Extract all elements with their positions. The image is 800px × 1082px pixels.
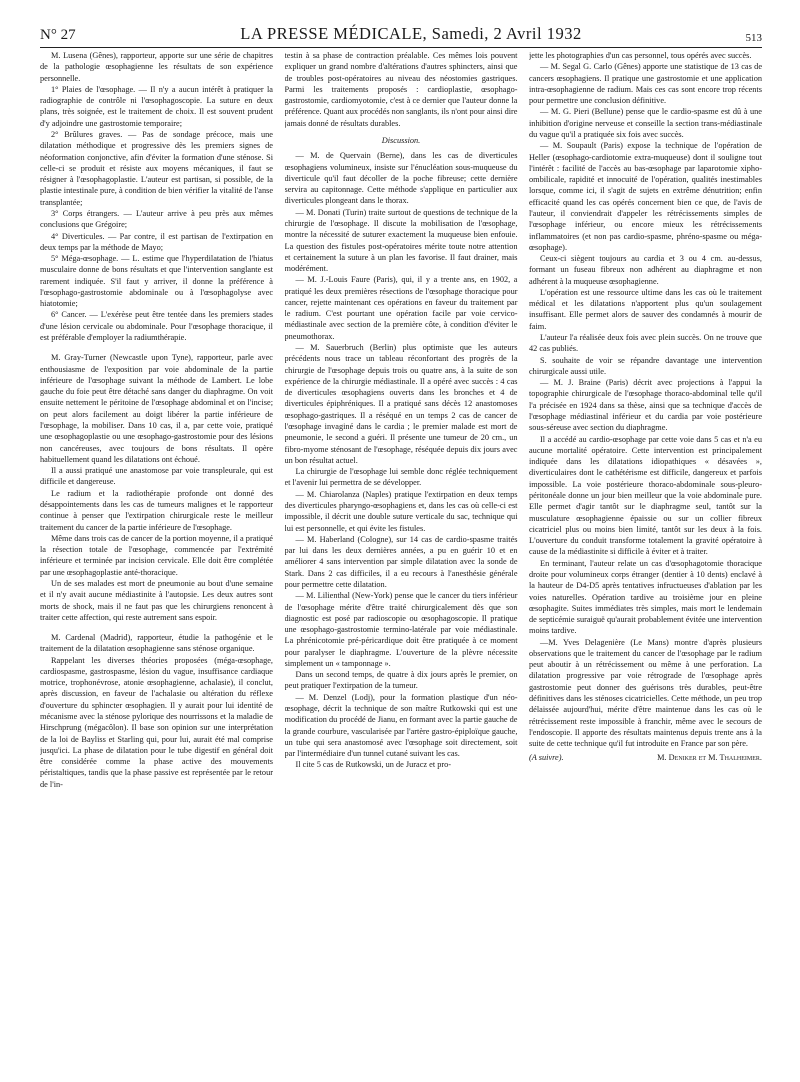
paragraph: Il cite 5 cas de Rutkowski, un de Juracz et pro- <box>295 760 452 770</box>
paragraph: M. Cardenal (Madrid), rapporteur, étudie la pathogénie et le traitement de la dilatation œsophagienne sans sténose organique. <box>40 633 273 654</box>
paragraph: 4° Diverticules. — Par contre, il est partisan de l'extirpation en deux temps par la méthode de Mayo; <box>40 231 273 252</box>
article-columns <box>40 50 762 1075</box>
paragraph: — M. J. Braine (Paris) décrit avec projections à l'appui la topographie chirurgicale de l'œsophage thoraco-abdominal telle qu'il l'a précisée en 1924 dans sa thèse, ainsi que sa technique d'accès de l'œsophage médiastinal inférieur et du cardia par voie postérieure sous-séreuse avec section du diaphragme. <box>529 378 762 433</box>
paragraph: — M. J.-Louis Faure (Paris), qui, il y a trente ans, en 1902, a pratiqué les deux premières résections de l'œsophage thoracique pour cancer, rejette maintenant ces opérations en faveur du traitement par le radium. C'est pourtant une opération facile par voie cervico-médiastinale avec section de la première côte, à condition d'éviter le pneumothorax. <box>284 275 518 341</box>
paragraph: L'opération est une ressource ultime dans les cas où le traitement médical et les dilatations n'apportent plus qu'un soulagement insuffisant. Elle permet alors de sauver des condamnés à mourir de faim. <box>529 287 762 331</box>
paragraph: — M. Lilienthal (New-York) pense que le cancer du tiers inférieur de l'œsophage mérite d'être traité chirurgicalement dès que son diagnostic est posé par radioscopie ou œsophagoscopie. Il pratique une œsophago-gastrostomie termino-latérale par voie médiastinale. La phrénicotomie pré-péricardique doit être pratiquée à ce moment pour paralyser le diaphragme. L'ouverture de la plèvre nécessite simplement un « tamponnage ». <box>284 591 518 668</box>
paragraph: 6° Cancer. — L'exérèse peut être tentée dans les premiers stades d'une lésion cervicale ou abdominale. Pour l'œsophage thoracique, il est préférable d'employer la radiumthérapie. <box>40 310 273 343</box>
paragraph: —M. Yves Delagenière (Le Mans) montre d'après plusieurs observations que le traitement du cancer de l'œsophage par le radium peut aboutir à un rétrécissement ou même à une perforation. La dilatation progressive par voie rétrograde de l'œsophage après gastrostomie peut donner des guérisons très durables, peut-être définitives dans les sténoses cicatricielles. Cette méthode, un peu trop délaissée aujourd'hui, mérite d'être maintenue dans les cas où le rétrécissement reste impossible à franchir, même avec le secours de l'endoscopie. Il apporte des résultats maintenus depuis trente ans à la suite de cette technique qu'il fut introduite en France par son père. <box>529 637 762 749</box>
paragraph: testin à sa phase de contraction préalable. Ces mêmes lois pouvent expliquer un grand nombre d'altérations d'autres sphincters, ainsi que de troubles post-opératoires au niveau des néostomies gastriques. Parmi les traitements proposés : cardioplastie, œsophago-gastrostomie, cardiomyotomie, c'est à ce dernier que l'auteur donne la préférence. Quant aux procédés non sanglants, ils n'ont pour ainsi dire jamais donné de résultats durables. <box>284 51 518 128</box>
paragraph: Il a aussi pratiqué une anastomose par voie transpleurale, qui est difficile et dangereuse. <box>40 466 273 487</box>
paragraph: — M. Chiarolanza (Naples) pratique l'extirpation en deux temps des diverticules pharyngo-œsophagiens et, dans les cas où celle-ci est impossible, il décrit une double suture verticale du sac, technique qui lui est personnelle, et qui évite les fistules. <box>284 489 518 533</box>
journal-title: LA PRESSE MÉDICALE, Samedi, 2 Avril 1932 <box>240 24 582 43</box>
authors-signature: M. Deniker et M. Thalheimer. <box>657 753 762 763</box>
column-middle <box>285 50 518 1075</box>
paragraph: — M. Donati (Turin) traite surtout de questions de technique de la chirurgie de l'œsophage. Il discute la mobilisation de l'œsophage, montre la nécessité de suturer exactement la muqueuse bien enfouie. La question des fistules post-opératoires mérite toute notre attention et certainement la suture à un plan les favorise. Il faut drainer, mais modérément. <box>284 207 518 274</box>
page-header <box>40 18 762 48</box>
paragraph: 2° Brûlures graves. — Pas de sondage précoce, mais une dilatation méthodique et progressive dès les premiers signes de néoformation conjonctive, afin d'éviter la formation d'une sténose. Si celle-ci se produit et résiste aux moyens mécaniques, il faut se résigner à l'œsophagoplastie. L'auteur est partisan, si possible, de la plastie intestinale pure, à condition de bien vérifier la vitalité de l'anse transplantée; <box>40 129 273 207</box>
to-be-continued: (A suivre). <box>529 753 564 763</box>
issue-number: N° 27 <box>40 27 76 43</box>
paragraph: Un de ses malades est mort de pneumonie au bout d'une semaine et il n'y avait aucune médiastinite à l'autopsie. Les deux autres sont morts de shock, mais il ne faut pas que les chirurgiens renoncent à traiter cette affection, qui reste autrement sans espoir. <box>40 578 273 622</box>
paragraph: — M. de Quervain (Berne), dans les cas de diverticules œsophagiens volumineux, insiste sur l'énucléation sous-muqueuse du diverticule qu'il faut décoller de la poche fibreuse; cette dernière servira au capitonnage. Cette méthode s'applique en particulier aux diverticules plongeant dans le thorax. <box>284 151 518 206</box>
paragraph: 1° Plaies de l'œsophage. — Il n'y a aucun intérêt à pratiquer la radiographie de contrôle ni l'œsophagoscopie. La suture en deux plans, très soignée, est le traitement de choix. Il est souvent prudent d'y adjoindre une gastrostomie temporaire; <box>40 84 273 128</box>
paragraph: Rappelant les diverses théories proposées (méga-œsophage, cardiospasme, gastrospasme, lésion du vague, insuffisance cardiaque motrice, trophonévrose, atonie œsophagienne, achalasie), il conclut, après discussion, en faveur de l'achalasie ou altération du réflexe d'ouverture du sphincter œsophagien. Il y aurait pour lui identité de mécanisme avec la sténose pylorique des nourrissons et la maladie de Hirschprung (mégacôlon). Il base son opinion sur une interprétation de la loi de Bayliss et Starling qui, pour lui, aurait été mal comprise jusqu'ici. La phase de dilatation pour le tube digestif en général doit être considérée comme la phase active des mouvements péristaltiques, tandis que la phase passive est représentée par le retour de l'in- <box>40 655 273 789</box>
paragraph: S. souhaite de voir se répandre davantage une intervention chirurgicale aussi utile. <box>529 355 762 376</box>
paragraph: Le radium et la radiothérapie profonde ont donné des désappointements dans les cas de tumeurs malignes et le rapporteur continue à penser que l'extirpation chirurgicale reste le meilleur traitement du cancer de la partie inférieure de l'œsophage. <box>40 488 273 532</box>
paragraph: — M. G. Pieri (Bellune) pense que le cardio-spasme est dû à une inhibition d'origine nerveuse et conseille la section trans-médiastinale du vague qu'il a pratiquée six fois avec succès. <box>529 107 762 139</box>
paragraph: 3° Corps étrangers. — L'auteur arrive à peu près aux mêmes conclusions que Grégoire; <box>40 208 273 230</box>
paragraph: — M. Segal G. Carlo (Gênes) apporte une statistique de 13 cas de cancers œsophagiens. Il pratique une gastrostomie et une application intra-œsophagienne de radium. Mais ces cas sont encore trop récents pour permettre une conclusion définitive. <box>529 62 762 106</box>
paragraph: — M. Haberland (Cologne), sur 14 cas de cardio-spasme traités par lui dans les deux dernières années, a pu en guérir 10 et en améliorer 4 sans intervention par simple dilatation avec la sonde de Stark. Dans 2 cas difficiles, il a eu recours à l'anesthésie générale pour permettre cette dilatation. <box>284 534 518 589</box>
paragraph: Dans un second temps, de quatre à dix jours après le premier, on peut pratiquer l'extirpation de la tumeur. <box>284 670 518 691</box>
paragraph: jette les photographies d'un cas personnel, tous opérés avec succès. <box>529 51 752 60</box>
section-heading: Discussion. <box>381 135 421 145</box>
paragraph: — M. Sauerbruch (Berlin) plus optimiste que les auteurs précédents nous trace un tableau réconfortant des progrès de la chirurgie de l'œsophage depuis trois ou quatre ans, à la suite de son expérience de la chirurgie médiastinale. Il a opéré avec succès : 4 cas de diverticules œsophagiens ouverts dans les bronches et 4 de diverticules épiphréniques. Il a pratiqué sans décès 12 anastomoses œsophago-gastriques. Il a réséqué en un temps 2 cas de cancer de l'œsophage invaginé dans le cardia ; le premier malade est mort de pneumonie, le second a guéri. Il présente une tumeur de 20 cm., un fibro-myome sténosant de l'œsophage, réséquée depuis dix jours avec un bon résultat actuel. <box>284 343 518 465</box>
paragraph: M. Gray-Turner (Newcastle upon Tyne), rapporteur, parle avec enthousiasme de l'exposition par voie abdominale de la partie inférieure de l'œsophage suivant la méthode de Lambert. Le lobe gauche du foie peut être détaché sans danger du diaphragme. On voit ensuite nettement le péritoine de l'œsophage abdominal et on l'incise; on peut alors facilement au doigt libérer la partie inférieure de l'œsophage, la mobiliser. Dans 10 cas, il a, par cette voie, pratiqué une œsophagoplastie ou une œsophago-gastrostomie pour des lésions non cancéreuses, avec toujours de bons résultats. Il opère habituellement quand les dilatations ont échoué. <box>40 353 273 464</box>
closing-line <box>529 752 762 763</box>
paragraph: M. Lusena (Gênes), rapporteur, apporte sur une série de chapitres de la pathologie œsophagienne les résultats de son expérience personnelle. <box>40 51 273 83</box>
paragraph: Il a accédé au cardio-œsophage par cette voie dans 5 cas et n'a eu aucune mortalité opératoire. Cette intervention est principalement indiquée dans les dilatations idiopathiques « désavées », diverticulaires dont le cathétérisme est difficile, dangereux et parfois impossible. La voie postérieure thoraco-abdominale sous-pleuro-péritonéale donne un jour bien meilleur que la voie abdominale pure. Elle permet d'agir tantôt sur le diaphragme seul, tantôt sur la musculature œsophagienne épaissie ou sur un collier fibreux cicatriciel plus ou moins bien limité, tantôt sur les deux à la fois. L'ouverture du conduit transforme totalement la gravité opératoire à cause de la médiastinite si difficile à éviter et à traiter. <box>529 434 762 557</box>
paragraph: — M. Denzel (Lodj), pour la formation plastique d'un néo-œsophage, décrit la technique de son maître Rutkowski qui est une modification du procédé de Jianu, en formant avec la partie gauche de la grande courbure, vascularisée par l'artère gastro-épiploïque gauche, un tube qui sera anastomosé avec l'œsophage soit directement, soit par l'intermédiaire d'un tunnel cutané suivant les cas. <box>284 692 518 759</box>
paragraph: La chirurgie de l'œsophage lui semble donc réglée techniquement et l'avenir lui permettra de se développer. <box>284 467 518 488</box>
paragraph: Ceux-ci siègent toujours au cardia et 3 ou 4 cm. au-dessus, formant un fuseau fibreux non adhérent au diaphragme et non adhérent à la muqueuse œsophagienne. <box>529 254 762 286</box>
paragraph: — M. Soupault (Paris) expose la technique de l'opération de Heller (œsophago-cardiotomie extra-muqueuse) dont il souligne tout l'intérêt : facilité de l'accès au bas-œsophage par laparotomie xipho-ombilicale, rapidité et innocuité de l'opération, qualités inestimables lorsque, comme ici, il s'agit de sujets en extrême dénutrition; enfin efficacité quand les cas opérés concernent bien ce que, de l'avis de l'auteur, il conviendrait d'appeler les rétrécissements simples de l'œsophage inférieur, ou encore mieux les rétrécissements inflammatoires (et non pas cardio-spasme, phréno-spasme ou méga-œsophage). <box>529 141 762 252</box>
column-right <box>529 50 762 1075</box>
paragraph: L'auteur l'a réalisée deux fois avec plein succès. On ne trouve que 42 cas publiés. <box>529 333 762 354</box>
paragraph: 5° Méga-œsophage. — L. estime que l'hyperdilatation de l'hiatus musculaire donne de bons résultats et que l'intervention sanglante est rarement indiquée. S'il faut y arriver, il donne la préférence à l'œsophago-gastrostomie abdominale ou à l'œsophagolyse avec hiatotomie; <box>40 254 273 309</box>
paragraph: En terminant, l'auteur relate un cas d'œsophagotomie thoracique droite pour volumineux corps étranger (dentier à 10 dents) enclavé à la hauteur de D4-D5 après tentatives infructueuses d'ablation par les voies naturelles. Opération tardive au troisième jour en pleine œsophagite. Suites immédiates très simples, mais mort le lendemain de septicémie suraiguë qu'aurait probablement évitée une intervention moins tardive. <box>529 558 762 636</box>
page-number: 513 <box>745 32 762 44</box>
column-left <box>40 50 273 1075</box>
paragraph: Même dans trois cas de cancer de la portion moyenne, il a pratiqué la résection totale de l'œsophage, commencée par l'extrémité inférieure et terminée par incision cervicale. Elle doit être complétée par une œsophagoplastie anté-thoracique. <box>40 533 273 577</box>
